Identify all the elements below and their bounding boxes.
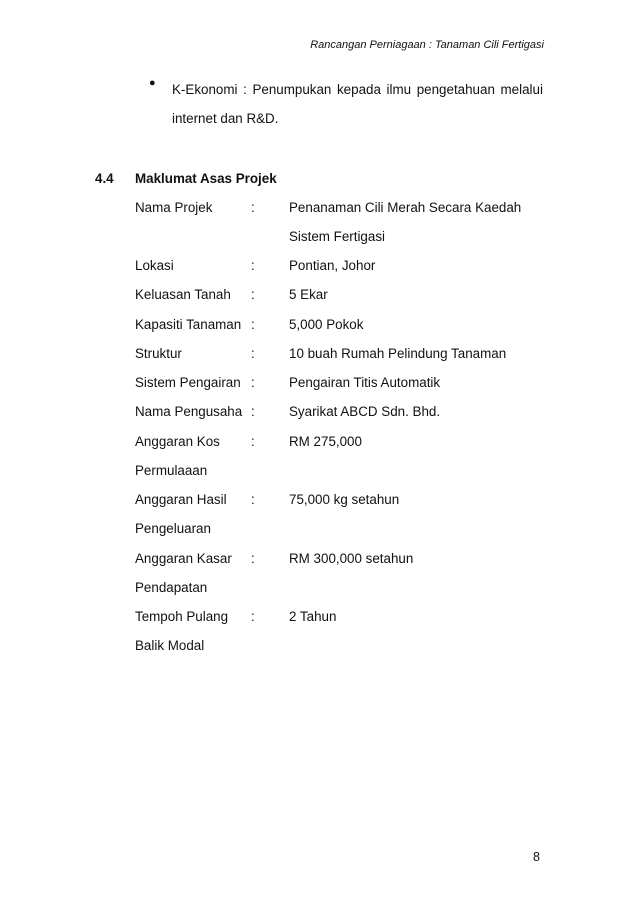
row-label: Tempoh Pulang bbox=[135, 609, 229, 624]
bullet-line-1 bbox=[172, 82, 543, 97]
running-header: Rancangan Perniagaan : Tanaman Cili Fertigasi bbox=[310, 39, 544, 51]
bullet-word: ilmu bbox=[386, 82, 412, 97]
bullet-word: Penumpukan bbox=[252, 82, 332, 97]
row-colon: : bbox=[251, 317, 255, 332]
row-colon: : bbox=[251, 404, 255, 419]
page-number: 8 bbox=[533, 850, 540, 864]
bullet-dot-icon: ● bbox=[149, 77, 156, 89]
row-value: Syarikat ABCD Sdn. Bhd. bbox=[289, 404, 441, 419]
bullet-word: pengetahuan bbox=[416, 82, 495, 97]
row-label-line-2: Balik Modal bbox=[135, 638, 205, 653]
row-colon: : bbox=[251, 492, 255, 507]
row-value: Penanaman Cili Merah Secara Kaedah bbox=[289, 200, 522, 215]
row-colon: : bbox=[251, 434, 255, 449]
row-label: Anggaran Hasil bbox=[135, 492, 227, 507]
row-colon: : bbox=[251, 609, 255, 624]
row-label-line-2: Pendapatan bbox=[135, 580, 208, 595]
bullet-word: melalui bbox=[500, 82, 543, 97]
row-value: 5 Ekar bbox=[289, 287, 328, 302]
section-number: 4.4 bbox=[95, 171, 114, 186]
row-label: Sistem Pengairan bbox=[135, 375, 241, 390]
row-label: Anggaran Kasar bbox=[135, 551, 232, 566]
bullet-word: kepada bbox=[336, 82, 381, 97]
row-value: Pontian, Johor bbox=[289, 258, 376, 273]
row-value: 75,000 kg setahun bbox=[289, 492, 400, 507]
row-value: 10 buah Rumah Pelindung Tanaman bbox=[289, 346, 507, 361]
bullet-line-2: internet dan R&D. bbox=[172, 111, 279, 126]
section-title: Maklumat Asas Projek bbox=[135, 171, 277, 186]
row-colon: : bbox=[251, 551, 255, 566]
row-label-line-2: Pengeluaran bbox=[135, 521, 211, 536]
row-label: Struktur bbox=[135, 346, 182, 361]
row-label: Anggaran Kos bbox=[135, 434, 220, 449]
row-label: Nama Projek bbox=[135, 200, 213, 215]
row-label: Keluasan Tanah bbox=[135, 287, 231, 302]
row-label: Kapasiti Tanaman bbox=[135, 317, 242, 332]
row-value: RM 275,000 bbox=[289, 434, 362, 449]
row-colon: : bbox=[251, 258, 255, 273]
row-value: 2 Tahun bbox=[289, 609, 337, 624]
row-value: RM 300,000 setahun bbox=[289, 551, 414, 566]
row-label-line-2: Permulaaan bbox=[135, 463, 208, 478]
row-value-line-2: Sistem Fertigasi bbox=[289, 229, 385, 244]
row-label: Nama Pengusaha bbox=[135, 404, 243, 419]
bullet-label: K-Ekonomi bbox=[172, 82, 238, 97]
row-colon: : bbox=[251, 346, 255, 361]
row-colon: : bbox=[251, 200, 255, 215]
row-colon: : bbox=[251, 375, 255, 390]
row-colon: : bbox=[251, 287, 255, 302]
row-value: 5,000 Pokok bbox=[289, 317, 364, 332]
bullet-separator: : bbox=[243, 82, 247, 97]
row-value: Pengairan Titis Automatik bbox=[289, 375, 441, 390]
row-label: Lokasi bbox=[135, 258, 174, 273]
